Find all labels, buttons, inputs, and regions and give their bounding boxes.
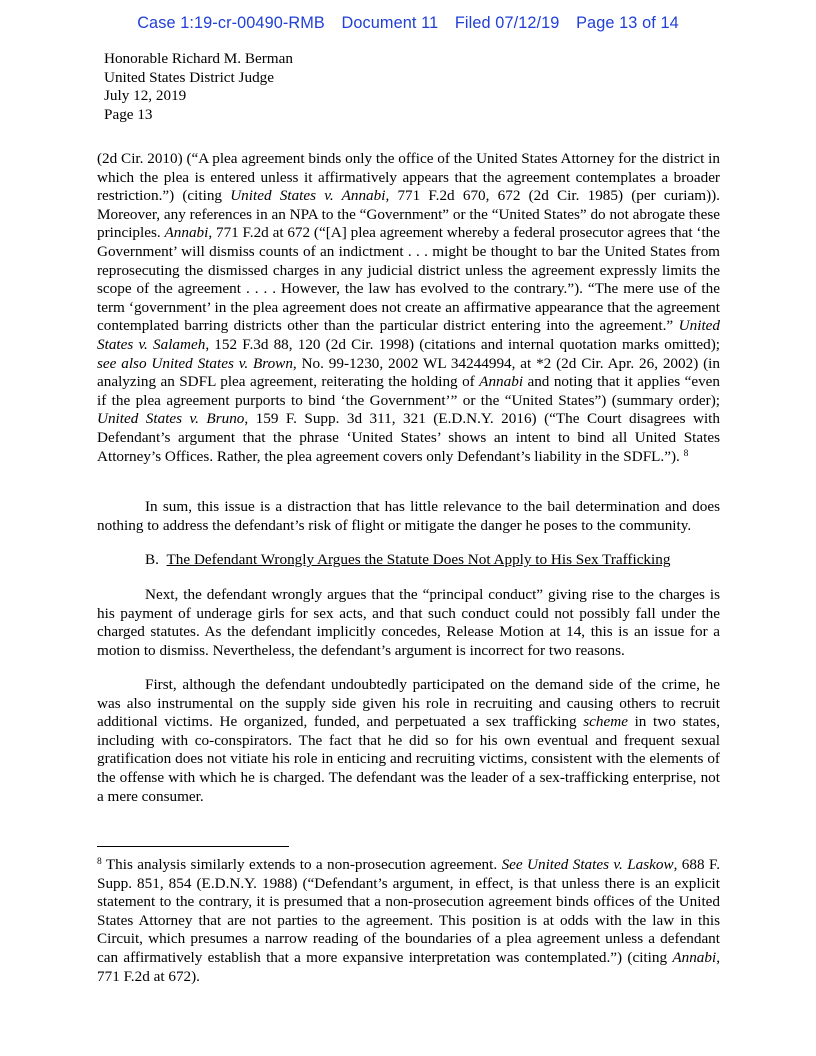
filed-date: Filed 07/12/19 [454, 14, 560, 32]
paragraph-summary: In sum, this issue is a distraction that has little relevance to the bail determination and does nothing to address the defendant’s risk of flight or mitigate the danger he poses to the community. [97, 498, 720, 534]
section-heading-b [145, 551, 670, 570]
letter-date: July 12, 2019 [104, 87, 187, 105]
footnote-8: $^8$ This analysis similarly extends to a non-prosecution agreement. See United States v. Laskow, 688 F. Supp. 851, 854 (E.D.N.Y. 1988) (“Defendant’s argument, in effect, is that unless there is an explicit statement to the contrary, it is presumed that a non-prosecution agreement binds offices of the United States Attorney that are not parties to the agreement. This position is at odds with the law in this Circuit, which presumes a narrow reading of the boundaries of a plea agreement unless a defendant can affirmatively establish that a more expansive interpretation was contemplated.”) (citing Annabi, 771 F.2d at 672). [97, 856, 721, 985]
letter-page: Page 13 [104, 105, 153, 123]
paragraph-citations: (2d Cir. 2010) (“A plea agreement binds only the office of the United States Attorney for the district in which the plea is entered unless it affirmatively appears that the agreement contemplates a broader restriction.”) (citing United States v. Annabi, 771 F.2d 670, 672 (2d Cir. 1985) (per curiam)). Moreover, any references in an NPA to the “Government” or the “United States” do not abrogate these principles. Annabi, 771 F.2d at 672 (“[A] plea agreement whereby a federal prosecutor agrees that ‘the Government’ will dismiss counts of an indictment . . . might be thought to bar the United States from reprosecuting the dismissed charges in any judicial district unless the agreement expressly limits the scope of the agreement . . . . However, the law has evolved to the contrary.”). “The mere use of the term ‘government’ in the plea agreement does not create an affirmative appearance that the agreement contemplated barring districts other than the particular district entering into the agreement.” United States v. Salameh, 152 F.3d 88, 120 (2d Cir. 1998) (citations and internal quotation marks omitted); see also United States v. Brown, No. 99-1230, 2002 WL 34244994, at *2 (2d Cir. Apr. 26, 2002) (in analyzing an SDFL plea agreement, reiterating the holding of Annabi and noting that it applies “even if the plea agreement purports to bind ‘the Government’” or the “United States”) (summary order); United States v. Bruno, 159 F. Supp. 3d 311, 321 (E.D.N.Y. 2016) (“The Court disagrees with Defendant’s argument that the phrase ‘United States’ shows an intent to bind all United States Attorney’s Offices. Rather, the plea agreement covers only Defendant’s liability in the SDFL.”). $^8$ [97, 150, 721, 465]
recipient-name: Honorable Richard M. Berman [104, 50, 293, 67]
footnote-divider [97, 846, 289, 847]
page-count: Page 13 of 14 [576, 14, 679, 32]
case-number: Case 1:19-cr-00490-RMB [137, 14, 325, 32]
section-label: B. [145, 551, 159, 568]
section-title: The Defendant Wrongly Argues the Statute Does Not Apply to His Sex Trafficking [166, 551, 671, 568]
paragraph-next: Next, the defendant wrongly argues that the “principal conduct” giving rise to the charges is his payment of underage girls for sex acts, and that such conduct could not possibly fall under the charged statutes. As the defendant implicitly concedes, Release Motion at 14, this is an issue for a motion to dismiss. Nevertheless, the defendant’s argument is incorrect for two reasons. [97, 586, 720, 659]
document-number: Document 11 [341, 14, 439, 32]
recipient-title: United States District Judge [104, 68, 274, 86]
filing-header [0, 14, 816, 33]
letterhead [104, 50, 293, 124]
footnote-reference: 8 [683, 448, 689, 459]
paragraph-first: First, although the defendant undoubtedly participated on the demand side of the crime, he was also instrumental on the supply side given his role in recruiting and causing others to recruit additional victims. He organized, funded, and perpetuated a sex trafficking scheme in two states, including with co-conspirators. The fact that he did so for his own eventual and frequent sexual gratification does not vitiate his role in enticing and recruiting victims, consistent with the elements of the offense with which he is charged. The defendant was the leader of a sex-trafficking enterprise, not a mere consumer. [97, 676, 720, 805]
footnote-number: 8 [97, 857, 102, 867]
